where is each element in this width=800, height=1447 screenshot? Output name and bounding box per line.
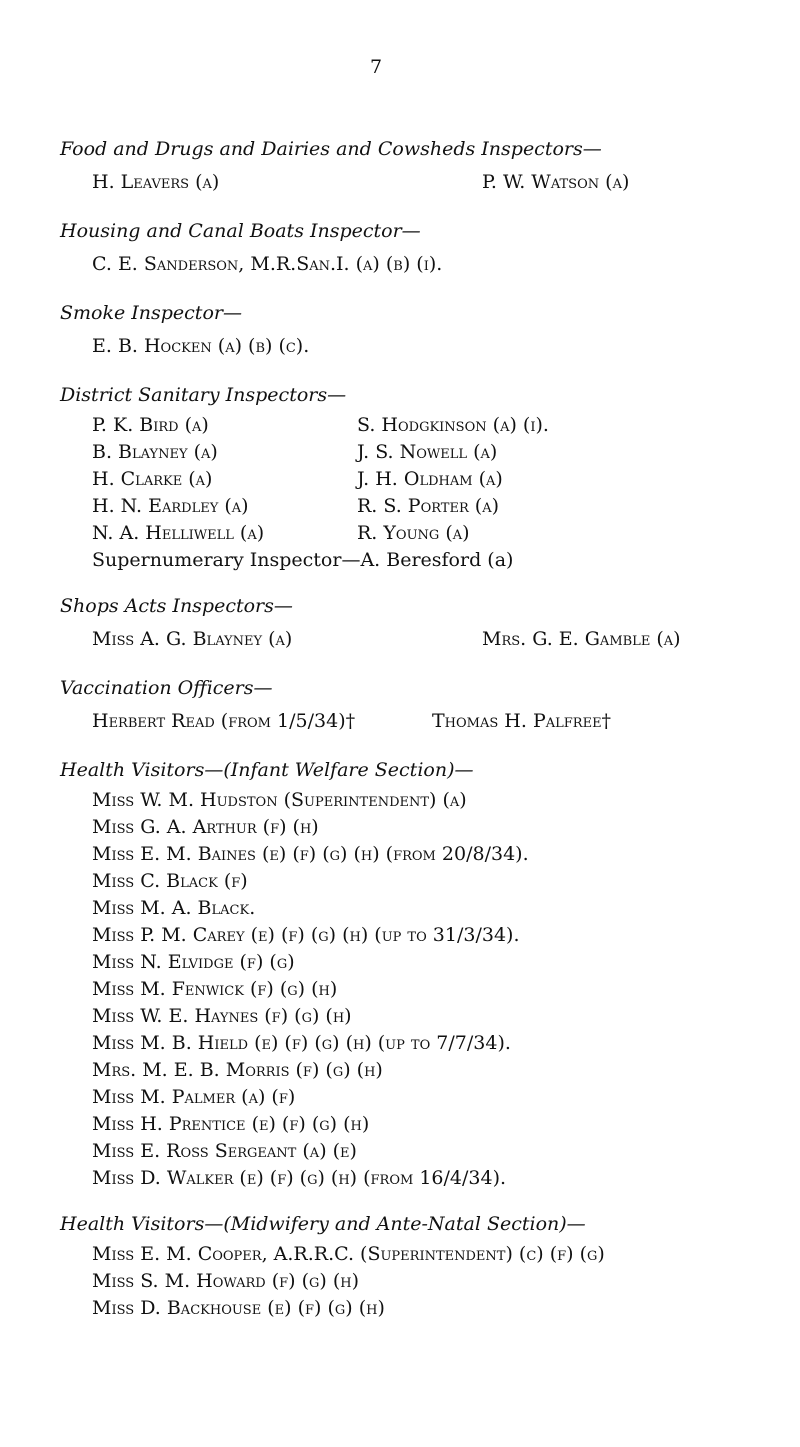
list-item: E. B. Hocken (a) (b) (c). bbox=[92, 335, 310, 357]
list-item: C. E. Sanderson, M.R.San.I. (a) (b) (i). bbox=[92, 253, 443, 275]
section-health-visitors-infant bbox=[60, 754, 760, 1192]
section-district-sanitary bbox=[60, 379, 760, 574]
list-item: R. S. Porter (a) bbox=[357, 495, 500, 517]
list-item: Miss N. Elvidge (f) (g) bbox=[92, 951, 295, 973]
column-left bbox=[92, 412, 357, 547]
section-heading: Housing and Canal Boats Inspector— bbox=[60, 220, 421, 242]
section-food-drugs bbox=[60, 133, 760, 199]
section-heading: Shops Acts Inspectors— bbox=[60, 595, 293, 617]
list-item: Miss P. M. Carey (e) (f) (g) (h) (up to 31/3/34). bbox=[92, 924, 520, 946]
list-item: Miss C. Black (f) bbox=[92, 870, 248, 892]
column-right bbox=[357, 412, 549, 547]
entry-name: Mrs. G. E. Gamble (a) bbox=[482, 628, 681, 650]
list-item: H. N. Eardley (a) bbox=[92, 495, 249, 517]
list-item: Miss D. Walker (e) (f) (g) (h) (from 16/4/34). bbox=[92, 1167, 507, 1189]
list-item: Mrs. M. E. B. Morris (f) (g) (h) bbox=[92, 1059, 383, 1081]
list-item: Miss M. Fenwick (f) (g) (h) bbox=[92, 978, 338, 1000]
supernumerary-note: Supernumerary Inspector—A. Beresford (a) bbox=[92, 549, 514, 571]
two-column-list bbox=[60, 412, 760, 547]
list-item: B. Blayney (a) bbox=[92, 441, 218, 463]
list-item: Miss E. M. Cooper, A.R.R.C. (Superintendent) (c) (f) (g) bbox=[92, 1243, 605, 1265]
document-body bbox=[60, 133, 760, 1322]
list-item: Miss M. A. Black. bbox=[92, 897, 256, 919]
section-heading: Food and Drugs and Dairies and Cowsheds Inspectors— bbox=[60, 138, 602, 160]
section-heading: District Sanitary Inspectors— bbox=[60, 384, 347, 406]
section-heading: Health Visitors—(Midwifery and Ante-Natal Section)— bbox=[60, 1213, 586, 1235]
list-item: P. K. Bird (a) bbox=[92, 414, 209, 436]
list-item bbox=[60, 623, 760, 656]
list-item: N. A. Helliwell (a) bbox=[92, 522, 265, 544]
list-item: Miss W. M. Hudston (Superintendent) (a) bbox=[92, 789, 467, 811]
entry-name: P. W. Watson (a) bbox=[482, 171, 630, 193]
list-item: H. Clarke (a) bbox=[92, 468, 213, 490]
section-heading: Vaccination Officers— bbox=[60, 677, 273, 699]
list-item: S. Hodgkinson (a) (i). bbox=[357, 414, 549, 436]
page-number: 7 bbox=[369, 56, 383, 78]
list-item: Miss D. Backhouse (e) (f) (g) (h) bbox=[92, 1297, 385, 1319]
list-item: R. Young (a) bbox=[357, 522, 470, 544]
list-item: J. S. Nowell (a) bbox=[357, 441, 498, 463]
list-item bbox=[60, 166, 760, 199]
section-health-visitors-midwifery bbox=[60, 1208, 760, 1322]
list-item: J. H. Oldham (a) bbox=[357, 468, 503, 490]
section-vaccination bbox=[60, 672, 760, 738]
entry-name: H. Leavers (a) bbox=[92, 171, 220, 193]
list-item: Miss M. Palmer (a) (f) bbox=[92, 1086, 296, 1108]
list-item: Miss H. Prentice (e) (f) (g) (h) bbox=[92, 1113, 370, 1135]
list-item: Miss E. Ross Sergeant (a) (e) bbox=[92, 1140, 357, 1162]
list-item: Miss W. E. Haynes (f) (g) (h) bbox=[92, 1005, 352, 1027]
list-item bbox=[60, 705, 760, 738]
list-item: Miss S. M. Howard (f) (g) (h) bbox=[92, 1270, 360, 1292]
entry-name: Herbert Read (from 1/5/34)† bbox=[92, 710, 356, 732]
list-item: Miss M. B. Hield (e) (f) (g) (h) (up to 7/7/34). bbox=[92, 1032, 511, 1054]
section-heading: Smoke Inspector— bbox=[60, 302, 242, 324]
section-housing bbox=[60, 215, 760, 281]
section-smoke bbox=[60, 297, 760, 363]
list-item: Miss E. M. Baines (e) (f) (g) (h) (from 20/8/34). bbox=[92, 843, 529, 865]
list-item: Miss G. A. Arthur (f) (h) bbox=[92, 816, 319, 838]
entry-name: Thomas H. Palfree† bbox=[432, 710, 612, 732]
entry-name: Miss A. G. Blayney (a) bbox=[92, 628, 293, 650]
section-shops-acts bbox=[60, 590, 760, 656]
section-heading: Health Visitors—(Infant Welfare Section)— bbox=[60, 759, 474, 781]
